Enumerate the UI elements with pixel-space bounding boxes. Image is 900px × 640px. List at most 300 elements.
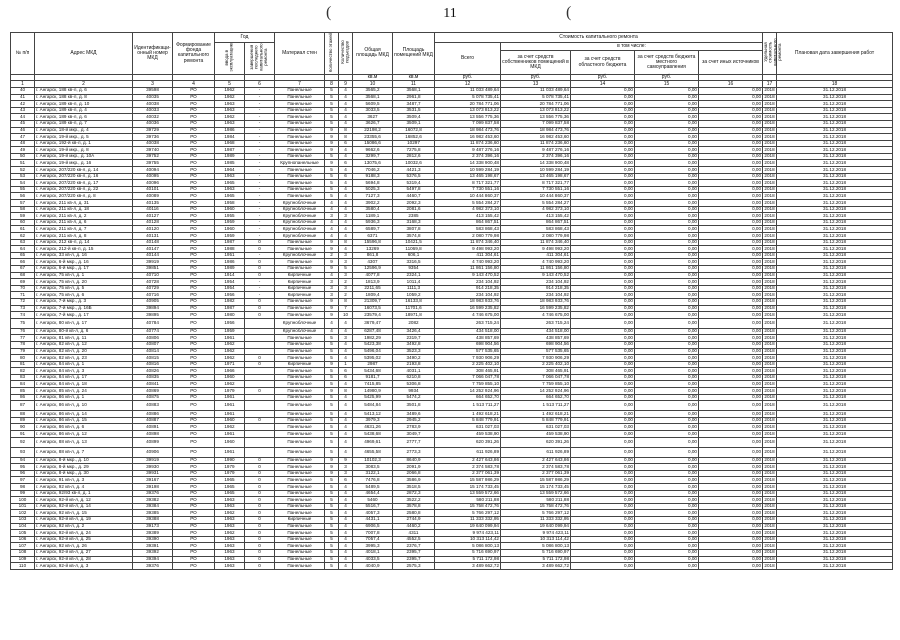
- table-cell: 31.12.2018: [777, 252, 893, 259]
- table-cell: 4: [339, 193, 353, 200]
- table-cell: 1986: [215, 259, 245, 266]
- table-cell: 0,00: [571, 200, 635, 207]
- table-cell: 3626,7: [353, 120, 393, 127]
- table-cell: 2018: [764, 523, 775, 529]
- header-other: за счет иных источников: [699, 51, 763, 74]
- table-cell: 3518,5: [393, 484, 435, 491]
- table-cell: 1963: [215, 173, 245, 180]
- table-cell: 9 974 423,11: [435, 530, 501, 537]
- table-cell: г. Ангарск, 80-й кв-л, д. 6: [35, 328, 133, 335]
- table-cell: 583 868,43: [501, 226, 571, 233]
- table-cell: 40716: [133, 292, 173, 299]
- table-cell: 2376,7: [393, 543, 435, 550]
- table-cell: 2082: [393, 318, 435, 328]
- table-cell: 0: [245, 563, 275, 570]
- table-cell: 2066,8: [393, 470, 435, 477]
- table-cell: 2395,7: [393, 556, 435, 563]
- table-cell: 2018: [764, 146, 775, 152]
- table-cell: 1189,1: [353, 213, 393, 220]
- table-cell: 7 066 047,78: [501, 374, 571, 381]
- table-cell: 263 715,24: [435, 318, 501, 328]
- table-cell: 3627: [353, 114, 393, 121]
- table-cell: [245, 328, 275, 335]
- table-cell: 10: [339, 312, 353, 319]
- table-cell: 0,00: [635, 510, 699, 517]
- table-cell: 6: [339, 374, 353, 381]
- table-cell: Кирпичные: [275, 516, 325, 523]
- table-cell: 12596,9: [353, 265, 393, 272]
- table-cell: г. Ангарск, 211 кв-л, д. 8: [35, 233, 133, 240]
- table-row: [11, 361, 893, 368]
- table-cell: 2 080 779,98: [435, 233, 501, 240]
- table-cell: 2018: [764, 348, 775, 353]
- table-cell: 2018: [764, 166, 775, 172]
- table-cell: 0,00: [699, 549, 763, 556]
- table-cell: 31.12.2018: [777, 94, 893, 101]
- table-cell: г. Ангарск, 84 кв-л, д. 18: [35, 381, 133, 388]
- table-cell: 49: [11, 147, 35, 154]
- table-cell: 7 099 837,58: [435, 120, 501, 127]
- table-cell: РО: [173, 173, 215, 180]
- table-cell: 234 104,92: [501, 279, 571, 286]
- table-cell: 3: [339, 259, 353, 266]
- table-cell: 9: [325, 361, 339, 368]
- table-cell: 40: [11, 87, 35, 94]
- table-cell: 1963: [215, 503, 245, 510]
- table-cell: 2018: [764, 298, 775, 304]
- unit-area-living: кв.м: [393, 74, 435, 81]
- table-cell: Панельные: [275, 186, 325, 193]
- table-cell: 31.12.2018: [777, 484, 893, 491]
- table-cell: г. Ангарск, 92/93 кв-л, д. 1: [35, 490, 133, 497]
- table-cell: 2961,8: [393, 94, 435, 101]
- table-cell: 40144: [133, 252, 173, 259]
- table-cell: г. Ангарск, 189 кв-л, д. 10: [35, 101, 133, 108]
- table-cell: 39390: [133, 536, 173, 543]
- table-cell: 39729: [133, 127, 173, 134]
- table-cell: Панельные: [275, 348, 325, 355]
- table-cell: 1: [339, 361, 353, 368]
- table-cell: 4: [339, 186, 353, 193]
- table-cell: 0,00: [571, 134, 635, 141]
- table-cell: 5: [325, 107, 339, 114]
- table-cell: 1960: [215, 206, 245, 213]
- table-cell: 15 758 472,76: [435, 503, 501, 510]
- table-cell: 43: [11, 107, 35, 114]
- table-cell: РО: [173, 120, 215, 127]
- table-cell: 10297: [393, 140, 435, 147]
- table-cell: 4: [325, 318, 339, 328]
- table-cell: 2018: [764, 367, 775, 373]
- table-cell: 0,00: [635, 530, 699, 537]
- table-cell: РО: [173, 556, 215, 563]
- table-cell: 31.12.2018: [777, 374, 893, 381]
- table-cell: 2018: [764, 430, 775, 436]
- table-cell: г. Ангарск, 18-й мкр., д. 4: [35, 127, 133, 134]
- table-row: [11, 160, 893, 167]
- table-cell: 40899: [133, 437, 173, 447]
- table-cell: 31.12.2018: [777, 140, 893, 147]
- table-cell: 9 974 423,11: [501, 530, 571, 537]
- table-row: [11, 424, 893, 431]
- table-cell: 39376: [133, 563, 173, 570]
- table-cell: 577 535,65: [501, 348, 571, 355]
- table-cell: 40883: [133, 401, 173, 411]
- table-cell: 80: [11, 355, 35, 362]
- table-cell: 4 746 675,00: [501, 312, 571, 319]
- table-row: [11, 186, 893, 193]
- table-cell: Кирпичные: [275, 361, 325, 368]
- table-cell: 0,00: [699, 94, 763, 101]
- table-cell: 5: [325, 87, 339, 94]
- table-cell: -: [245, 94, 275, 101]
- table-cell: 31.12.2018: [777, 219, 893, 226]
- table-cell: 0,00: [571, 233, 635, 240]
- table-cell: 5 711 172,98: [435, 556, 501, 563]
- table-cell: 0,00: [635, 213, 699, 220]
- table-cell: 9: [325, 457, 339, 464]
- table-cell: 631 027,03: [501, 424, 571, 431]
- table-cell: 7476,8: [353, 477, 393, 484]
- table-cell: 9: [325, 239, 339, 246]
- table-cell: 84: [11, 381, 35, 388]
- table-cell: 2018: [764, 232, 775, 238]
- table-cell: 2018: [764, 252, 775, 258]
- table-cell: 580 211,88: [501, 497, 571, 504]
- table-row: [11, 490, 893, 497]
- table-cell: г. Ангарск, 84 кв-л, д. 17: [35, 374, 133, 381]
- table-cell: РО: [173, 431, 215, 438]
- table-row: [11, 368, 893, 375]
- table-cell: 39752: [133, 153, 173, 160]
- table-cell: 39198: [133, 484, 173, 491]
- table-cell: 2945,2: [393, 417, 435, 424]
- table-cell: 9: [325, 160, 339, 167]
- table-cell: 0: [245, 497, 275, 504]
- table-cell: 0,00: [699, 341, 763, 348]
- table-cell: 87: [11, 401, 35, 411]
- table-cell: 0,00: [699, 186, 763, 193]
- table-cell: 109: [11, 556, 35, 563]
- table-cell: 0: [245, 536, 275, 543]
- table-cell: 13269: [353, 246, 393, 253]
- table-row: [11, 411, 893, 418]
- table-row: [11, 388, 893, 395]
- table-cell: г. Ангарск, 92-й кв-л, д. 24: [35, 530, 133, 537]
- table-cell: 3522,2: [393, 497, 435, 504]
- table-cell: РО: [173, 272, 215, 279]
- table-cell: 102: [11, 510, 35, 517]
- table-row: [11, 285, 893, 292]
- table-cell: 620 391,26: [501, 437, 571, 447]
- table-cell: 914 218,35: [435, 285, 501, 292]
- table-row: [11, 94, 893, 101]
- table-cell: 2018: [764, 516, 775, 522]
- table-cell: 0,00: [571, 556, 635, 563]
- table-cell: 16073,5: [353, 305, 393, 312]
- table-cell: 4969,61: [353, 437, 393, 447]
- table-cell: Панельные: [275, 437, 325, 447]
- table-cell: РО: [173, 470, 215, 477]
- table-cell: 5438,68: [353, 431, 393, 438]
- header-owners: за счет средств собственников помещений в МКД: [501, 51, 571, 74]
- table-cell: 5 848 779,91: [501, 417, 571, 424]
- table-cell: 0,00: [635, 556, 699, 563]
- table-cell: 2211,65: [353, 285, 393, 292]
- table-cell: 2 225 402,10: [435, 361, 501, 368]
- table-cell: 0,00: [635, 312, 699, 319]
- table-cell: 11 861 156,80: [501, 265, 571, 272]
- table-cell: 47: [11, 134, 35, 141]
- table-cell: 31.12.2018: [777, 447, 893, 457]
- column-number: 8: [325, 81, 339, 88]
- table-cell: РО: [173, 153, 215, 160]
- table-cell: 5: [325, 153, 339, 160]
- table-cell: 0,00: [699, 447, 763, 457]
- table-cell: 1965: [215, 180, 245, 187]
- table-cell: 16133,8: [393, 298, 435, 305]
- table-cell: 4311: [393, 530, 435, 537]
- table-cell: 0,00: [635, 374, 699, 381]
- table-cell: 0: [245, 464, 275, 471]
- table-row: [11, 312, 893, 319]
- table-cell: 308 465,91: [501, 368, 571, 375]
- table-row: [11, 437, 893, 447]
- table-cell: 611 926,89: [501, 447, 571, 457]
- table-cell: 0,00: [699, 173, 763, 180]
- table-cell: 3501,8: [393, 401, 435, 411]
- table-cell: Кирпичные: [275, 272, 325, 279]
- table-row: [11, 298, 893, 305]
- table-cell: 0,00: [571, 206, 635, 213]
- table-cell: 0,00: [635, 470, 699, 477]
- table-cell: РО: [173, 160, 215, 167]
- table-cell: 2018: [764, 179, 775, 185]
- table-cell: 1959: [215, 219, 245, 226]
- table-cell: 11 333 332,95: [501, 516, 571, 523]
- table-cell: Панельные: [275, 312, 325, 319]
- table-row: [11, 523, 893, 530]
- table-cell: 67: [11, 265, 35, 272]
- table-cell: 2395,7: [393, 549, 435, 556]
- table-cell: -: [245, 127, 275, 134]
- table-cell: г. Ангарск, 211 кв-л, д. 31: [35, 200, 133, 207]
- table-cell: 0,00: [699, 484, 763, 491]
- table-cell: 0,00: [699, 335, 763, 342]
- table-cell: г. Ангарск, 88 кв-л, д. 13: [35, 437, 133, 447]
- table-cell: 0,00: [635, 355, 699, 362]
- table-cell: 3979,3: [353, 417, 393, 424]
- table-cell: 2018: [764, 291, 775, 297]
- table-cell: 1963: [215, 101, 245, 108]
- table-cell: 51: [11, 160, 35, 167]
- table-cell: 11 033 489,64: [501, 87, 571, 94]
- table-cell: -: [245, 167, 275, 174]
- table-cell: 3568,1: [393, 87, 435, 94]
- column-number: 5: [215, 81, 245, 88]
- table-cell: 40089: [133, 193, 173, 200]
- units-row: [11, 74, 893, 81]
- table-row: [11, 265, 893, 272]
- table-row: [11, 219, 893, 226]
- table-cell: 40729: [133, 285, 173, 292]
- table-cell: [245, 348, 275, 355]
- table-cell: 0,00: [571, 497, 635, 504]
- table-cell: 0,00: [635, 167, 699, 174]
- unit-rub-all: руб.: [435, 74, 501, 81]
- header-year: Год: [215, 33, 275, 43]
- table-cell: 0,00: [635, 341, 699, 348]
- table-cell: 0,00: [635, 563, 699, 570]
- table-cell: 4: [339, 417, 353, 424]
- table-cell: 11 874 346,40: [501, 239, 571, 246]
- table-row: [11, 355, 893, 362]
- table-cell: 31.12.2018: [777, 206, 893, 213]
- table-cell: 3679,47: [353, 318, 393, 328]
- table-cell: 2018: [764, 278, 775, 284]
- column-number: 4: [173, 81, 215, 88]
- table-cell: 5: [325, 523, 339, 530]
- left-parenthesis-mark: (: [326, 4, 332, 21]
- table-cell: 1963: [215, 516, 245, 523]
- table-cell: РО: [173, 114, 215, 121]
- table-cell: 0,00: [635, 447, 699, 457]
- table-cell: 1965: [215, 490, 245, 497]
- header-unit-cost: Удельная стоимость капитального ремонта: [763, 33, 777, 75]
- table-cell: 2018: [764, 140, 775, 146]
- table-cell: 583 868,43: [435, 226, 501, 233]
- table-cell: 78: [11, 341, 35, 348]
- table-cell: г. Ангарск, 7-й мкр., д. 16Б: [35, 305, 133, 312]
- table-row: [11, 549, 893, 556]
- table-cell: [245, 424, 275, 431]
- table-cell: 106: [11, 536, 35, 543]
- table-cell: 1962: [215, 355, 245, 362]
- table-cell: 914 218,35: [501, 285, 571, 292]
- table-cell: 2018: [764, 496, 775, 502]
- table-row: [11, 206, 893, 213]
- table-cell: 40096: [133, 180, 173, 187]
- column-number: 3: [133, 81, 173, 88]
- table-cell: 8640,9: [393, 457, 435, 464]
- repair-program-table: [10, 32, 893, 570]
- table-cell: 0,00: [699, 374, 763, 381]
- table-cell: 39382: [133, 497, 173, 504]
- table-cell: 0,00: [699, 530, 763, 537]
- table-cell: Панельные: [275, 239, 325, 246]
- table-cell: 2018: [764, 374, 775, 380]
- table-cell: 1965: [215, 477, 245, 484]
- table-cell: 2 377 061,39: [435, 470, 501, 477]
- table-cell: 4: [339, 348, 353, 355]
- table-cell: 5423,38: [353, 341, 393, 348]
- table-cell: 10032,6: [393, 160, 435, 167]
- table-cell: Кирпичные: [275, 279, 325, 286]
- table-cell: 1961: [215, 447, 245, 457]
- table-cell: РО: [173, 401, 215, 411]
- table-cell: РО: [173, 134, 215, 141]
- table-cell: 3426,4: [393, 328, 435, 335]
- table-cell: 0,00: [571, 484, 635, 491]
- header-entrances: Количество подъездов: [339, 33, 353, 75]
- table-cell: 10 599 284,19: [501, 167, 571, 174]
- table-cell: 0,00: [635, 335, 699, 342]
- table-cell: 0,00: [635, 523, 699, 530]
- table-cell: 2872,3: [393, 490, 435, 497]
- table-cell: 40841: [133, 381, 173, 388]
- table-cell: 2 377 061,39: [501, 470, 571, 477]
- table-cell: 18 983 933,76: [435, 298, 501, 305]
- table-cell: 1982: [215, 298, 245, 305]
- table-cell: 2018: [763, 437, 777, 447]
- table-cell: 7046,2: [353, 167, 393, 174]
- table-cell: 31.12.2018: [777, 259, 893, 266]
- table-cell: 31.12.2018: [777, 173, 893, 180]
- table-cell: 8: [339, 298, 353, 305]
- table-cell: 4033,5: [353, 556, 393, 563]
- table-cell: 1 492 618,21: [435, 411, 501, 418]
- table-cell: 10 313 114,42: [501, 536, 571, 543]
- table-cell: 0,00: [635, 200, 699, 207]
- table-cell: 0,00: [699, 239, 763, 246]
- table-cell: 0,00: [571, 279, 635, 286]
- table-cell: 5: [325, 355, 339, 362]
- table-cell: 0,00: [571, 563, 635, 570]
- table-cell: 2018: [764, 542, 775, 548]
- table-cell: 0,00: [571, 523, 635, 530]
- table-row: [11, 127, 893, 134]
- table-cell: 9: [325, 312, 339, 319]
- table-cell: 15 587 986,29: [501, 477, 571, 484]
- table-cell: 5: [325, 173, 339, 180]
- table-cell: РО: [173, 101, 215, 108]
- table-cell: 1958: [215, 200, 245, 207]
- table-cell: 15596,8: [353, 239, 393, 246]
- table-cell: 104: [11, 523, 35, 530]
- table-cell: 55: [11, 186, 35, 193]
- table-cell: 31.12.2018: [777, 341, 893, 348]
- table-cell: 0: [245, 523, 275, 530]
- page-number: 11: [443, 6, 457, 21]
- table-cell: РО: [173, 530, 215, 537]
- table-cell: 3807,8: [393, 226, 435, 233]
- table-cell: 79: [11, 348, 35, 355]
- table-cell: г. Ангарск, 75 кв-л, д. 1: [35, 272, 133, 279]
- table-cell: 1986: [215, 127, 245, 134]
- table-cell: 31.12.2018: [777, 246, 893, 253]
- table-cell: 31.12.2018: [777, 335, 893, 342]
- table-cell: 2783,9: [393, 424, 435, 431]
- table-cell: 7: [339, 305, 353, 312]
- table-cell: 864 867,51: [435, 219, 501, 226]
- table-cell: РО: [173, 411, 215, 418]
- table-cell: 13 465 198,67: [435, 173, 501, 180]
- table-cell: 39740: [133, 147, 173, 154]
- table-cell: 5: [325, 411, 339, 418]
- table-cell: 39167: [133, 477, 173, 484]
- table-cell: 0: [245, 556, 275, 563]
- table-cell: 2018: [764, 186, 775, 192]
- table-cell: 0,00: [635, 368, 699, 375]
- table-cell: 0,00: [635, 318, 699, 328]
- table-row: [11, 348, 893, 355]
- table-cell: 0,00: [571, 213, 635, 220]
- table-cell: Крупноблочные: [275, 252, 325, 259]
- table-cell: 0: [245, 549, 275, 556]
- table-cell: 5 766 297,12: [501, 510, 571, 517]
- table-cell: 5 554 284,27: [501, 200, 571, 207]
- table-cell: 1963: [215, 543, 245, 550]
